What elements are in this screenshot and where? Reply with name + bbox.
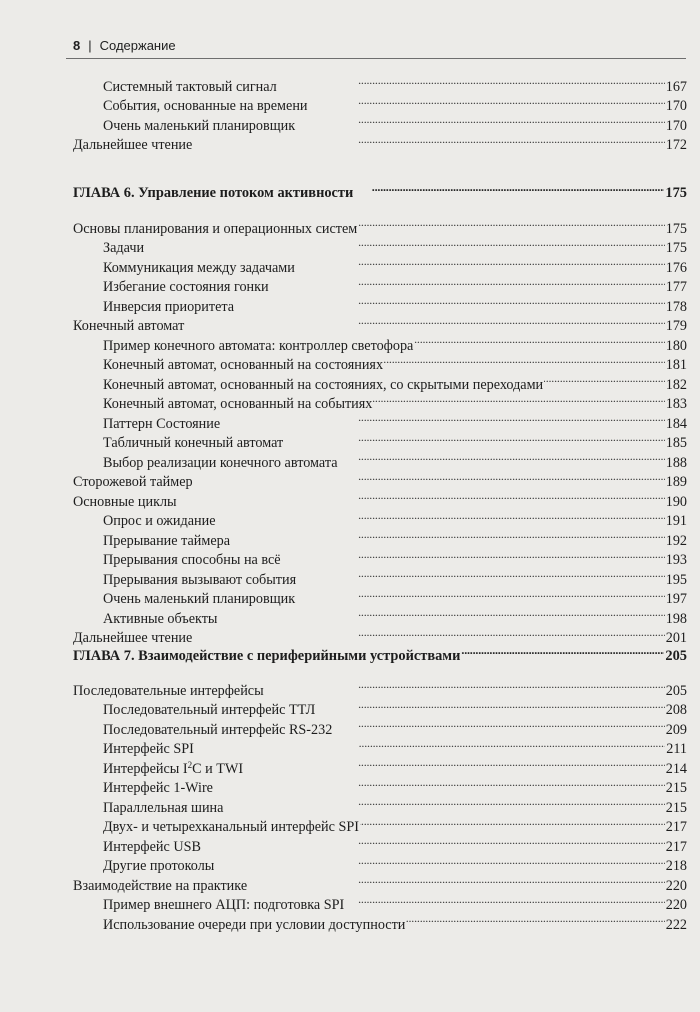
chapter-page: 175 xyxy=(665,185,687,201)
toc-entry-page: 208 xyxy=(665,702,687,718)
toc-entry-title: Прерывания вызывают события xyxy=(103,571,297,588)
dot-leader xyxy=(278,71,665,91)
toc-entry[interactable] xyxy=(73,675,687,699)
dot-leader xyxy=(195,734,665,754)
toc-entry-page: 218 xyxy=(665,858,687,874)
dot-leader xyxy=(194,467,665,487)
running-header-section: Содержание xyxy=(99,38,176,53)
toc-entry-page: 193 xyxy=(665,552,687,568)
dot-leader xyxy=(221,408,665,428)
dot-leader xyxy=(235,291,665,311)
dot-leader xyxy=(309,91,665,111)
toc-entry-page: 215 xyxy=(665,780,687,796)
toc-entry-title: Конечный автомат, основанный на состояниях xyxy=(103,357,384,373)
dot-leader xyxy=(282,545,665,565)
dot-leader xyxy=(284,428,664,448)
toc-entry-page: 217 xyxy=(665,838,687,855)
toc-entry-page: 215 xyxy=(665,799,687,816)
toc-entry-page: 220 xyxy=(665,877,687,894)
chapter-page: 205 xyxy=(665,648,687,664)
toc-entry-title: Другие протоколы xyxy=(103,858,215,874)
chapter-heading[interactable] xyxy=(73,640,687,664)
toc-entry-title: Избегание состояния гонки xyxy=(103,279,269,295)
toc-entry-title: Сторожевой таймер xyxy=(73,474,193,490)
toc-entry-title: Системный тактовый сигнал xyxy=(103,78,277,95)
toc-entry[interactable] xyxy=(73,233,687,256)
dot-leader xyxy=(373,389,664,409)
dot-leader xyxy=(248,870,665,890)
toc-chapter-7-entries xyxy=(73,675,687,933)
dot-leader xyxy=(145,233,665,253)
toc-entry[interactable] xyxy=(73,71,687,95)
toc-entry-title: Интерфейс 1-Wire xyxy=(103,780,213,796)
toc-entry-page: 181 xyxy=(665,357,687,373)
toc-entry-title: Двух- и четырехканальный интерфейс SPI xyxy=(103,819,359,835)
dot-leader xyxy=(193,130,664,150)
toc-entry-page: 188 xyxy=(665,454,687,471)
toc-entry-title: Параллельная шина xyxy=(103,799,224,816)
chapter-heading[interactable] xyxy=(73,177,687,201)
toc-entry-title: Конечный автомат, основанный на событиях xyxy=(103,396,373,412)
toc-chapter-6-entries xyxy=(73,213,687,646)
toc-entry-page: 217 xyxy=(665,819,687,835)
toc-entry-page: 170 xyxy=(665,117,687,134)
toc-entry-page: 214 xyxy=(665,760,687,777)
dot-leader xyxy=(316,695,665,715)
toc-entry-page: 176 xyxy=(665,259,687,276)
toc-entry-page: 201 xyxy=(665,630,687,646)
toc-entry-page: 209 xyxy=(665,721,687,738)
dot-leader xyxy=(224,792,664,812)
toc-entry-title: Активные объекты xyxy=(103,610,218,627)
dot-leader xyxy=(265,675,665,695)
toc-entry-page: 192 xyxy=(665,532,687,549)
dot-leader xyxy=(231,525,665,545)
toc-entry-title: Очень маленький планировщик xyxy=(103,591,296,607)
toc-entry-title: Пример конечного автомата: контроллер светофора xyxy=(103,337,414,354)
toc-entry-title: Конечный автомат xyxy=(73,318,185,334)
toc-entry-title: События, основанные на времени xyxy=(103,98,308,114)
dot-leader xyxy=(178,486,665,506)
dot-leader xyxy=(296,252,665,272)
toc-entry[interactable] xyxy=(73,252,687,276)
chapter-title: ГЛАВА 6. Управление потоком активности xyxy=(73,185,354,201)
toc-entry-title: Табличный конечный автомат xyxy=(103,435,284,451)
toc-chapter-7 xyxy=(73,640,687,664)
running-header xyxy=(73,38,687,53)
toc-entry-title: Последовательный интерфейс ТТЛ xyxy=(103,702,316,718)
toc-entry-page: 189 xyxy=(665,474,687,490)
toc-entry-page: 211 xyxy=(666,741,687,757)
dot-leader xyxy=(354,177,664,197)
toc-entry-title: Дальнейшее чтение xyxy=(73,137,193,153)
toc-entry-page: 182 xyxy=(665,376,687,393)
header-separator: | xyxy=(88,38,92,53)
toc-entry-title: Интерфейсы $I^2C$ и TWI xyxy=(103,759,244,777)
toc-entry-title: Прерывание таймера xyxy=(103,532,231,549)
page-number: 8 xyxy=(73,38,81,53)
toc-entry-page: 220 xyxy=(665,897,687,913)
dot-leader xyxy=(215,851,664,871)
dot-leader xyxy=(296,584,665,604)
toc-entry-page: 198 xyxy=(665,610,687,627)
toc-entry-page: 177 xyxy=(665,279,687,295)
toc-entry-page: 195 xyxy=(665,571,687,588)
toc-entry-title: Инверсия приоритета xyxy=(103,298,235,315)
header-rule xyxy=(66,58,686,59)
toc-entry-page: 184 xyxy=(665,415,687,432)
toc-entry-page: 191 xyxy=(665,513,687,529)
toc-entry-title: Основы планирования и операционных систем xyxy=(73,220,358,237)
toc-section-continuation xyxy=(73,71,687,153)
dot-leader xyxy=(345,890,664,910)
dot-leader xyxy=(544,369,665,389)
toc-entry-page: 170 xyxy=(665,98,687,114)
toc-entry-title: Очень маленький планировщик xyxy=(103,117,296,134)
dot-leader xyxy=(185,311,664,331)
dot-leader xyxy=(214,773,665,793)
toc-entry-title: Взаимодействие на практике xyxy=(73,877,248,894)
toc-entry-page: 179 xyxy=(665,318,687,334)
toc-entry-title: Паттерн Состояние xyxy=(103,415,221,432)
toc-entry-title: Последовательные интерфейсы xyxy=(73,682,264,699)
toc-entry-title: Основные циклы xyxy=(73,493,177,510)
toc-entry-page: 222 xyxy=(665,916,687,933)
toc-entry-title: Опрос и ожидание xyxy=(103,513,216,529)
dot-leader xyxy=(461,640,664,660)
toc-entry-page: 172 xyxy=(665,137,687,153)
dot-leader xyxy=(333,714,664,734)
toc-entry-page: 167 xyxy=(665,78,687,95)
toc-entry-page: 190 xyxy=(665,493,687,510)
dot-leader xyxy=(202,831,665,851)
toc-entry[interactable] xyxy=(73,213,687,237)
dot-leader xyxy=(217,506,665,526)
toc-entry-page: 180 xyxy=(665,337,687,354)
dot-leader xyxy=(244,753,665,773)
toc-entry-title: Конечный автомат, основанный на состояниях, со скрытыми переходами xyxy=(103,376,544,393)
toc-entry-title: Выбор реализации конечного автомата xyxy=(103,454,338,471)
chapter-title: ГЛАВА 7. Взаимодействие с периферийными устройствами xyxy=(73,648,461,664)
dot-leader xyxy=(384,350,665,370)
dot-leader xyxy=(297,564,665,584)
toc-entry-title: Прерывания способны на всё xyxy=(103,552,281,568)
toc-entry-page: 175 xyxy=(665,220,687,237)
toc-entry-title: Пример внешнего АЦП: подготовка SPI xyxy=(103,897,345,913)
toc-entry-page: 178 xyxy=(665,298,687,315)
toc-entry-title: Дальнейшее чтение xyxy=(73,630,193,646)
toc-entry-title: Интерфейс SPI xyxy=(103,741,194,757)
dot-leader xyxy=(358,213,664,233)
toc-entry-title: Интерфейс USB xyxy=(103,838,201,855)
toc-entry-title: Использование очереди при условии доступности xyxy=(103,916,406,933)
toc-entry-page: 205 xyxy=(665,682,687,699)
toc-entry-title: Коммуникация между задачами xyxy=(103,259,295,276)
toc-entry-page: 175 xyxy=(665,240,687,256)
dot-leader xyxy=(218,603,664,623)
toc-chapter-6 xyxy=(73,177,687,201)
toc-entry-page: 183 xyxy=(665,396,687,412)
dot-leader xyxy=(414,330,664,350)
toc-entry-title: Последовательный интерфейс RS-232 xyxy=(103,721,333,738)
toc-entry-page: 185 xyxy=(665,435,687,451)
dot-leader xyxy=(339,447,665,467)
dot-leader xyxy=(296,110,665,130)
dot-leader xyxy=(270,272,665,292)
dot-leader xyxy=(406,909,664,929)
toc-entry-page: 197 xyxy=(665,591,687,607)
dot-leader xyxy=(360,812,665,832)
toc-entry-title: Задачи xyxy=(103,240,145,256)
